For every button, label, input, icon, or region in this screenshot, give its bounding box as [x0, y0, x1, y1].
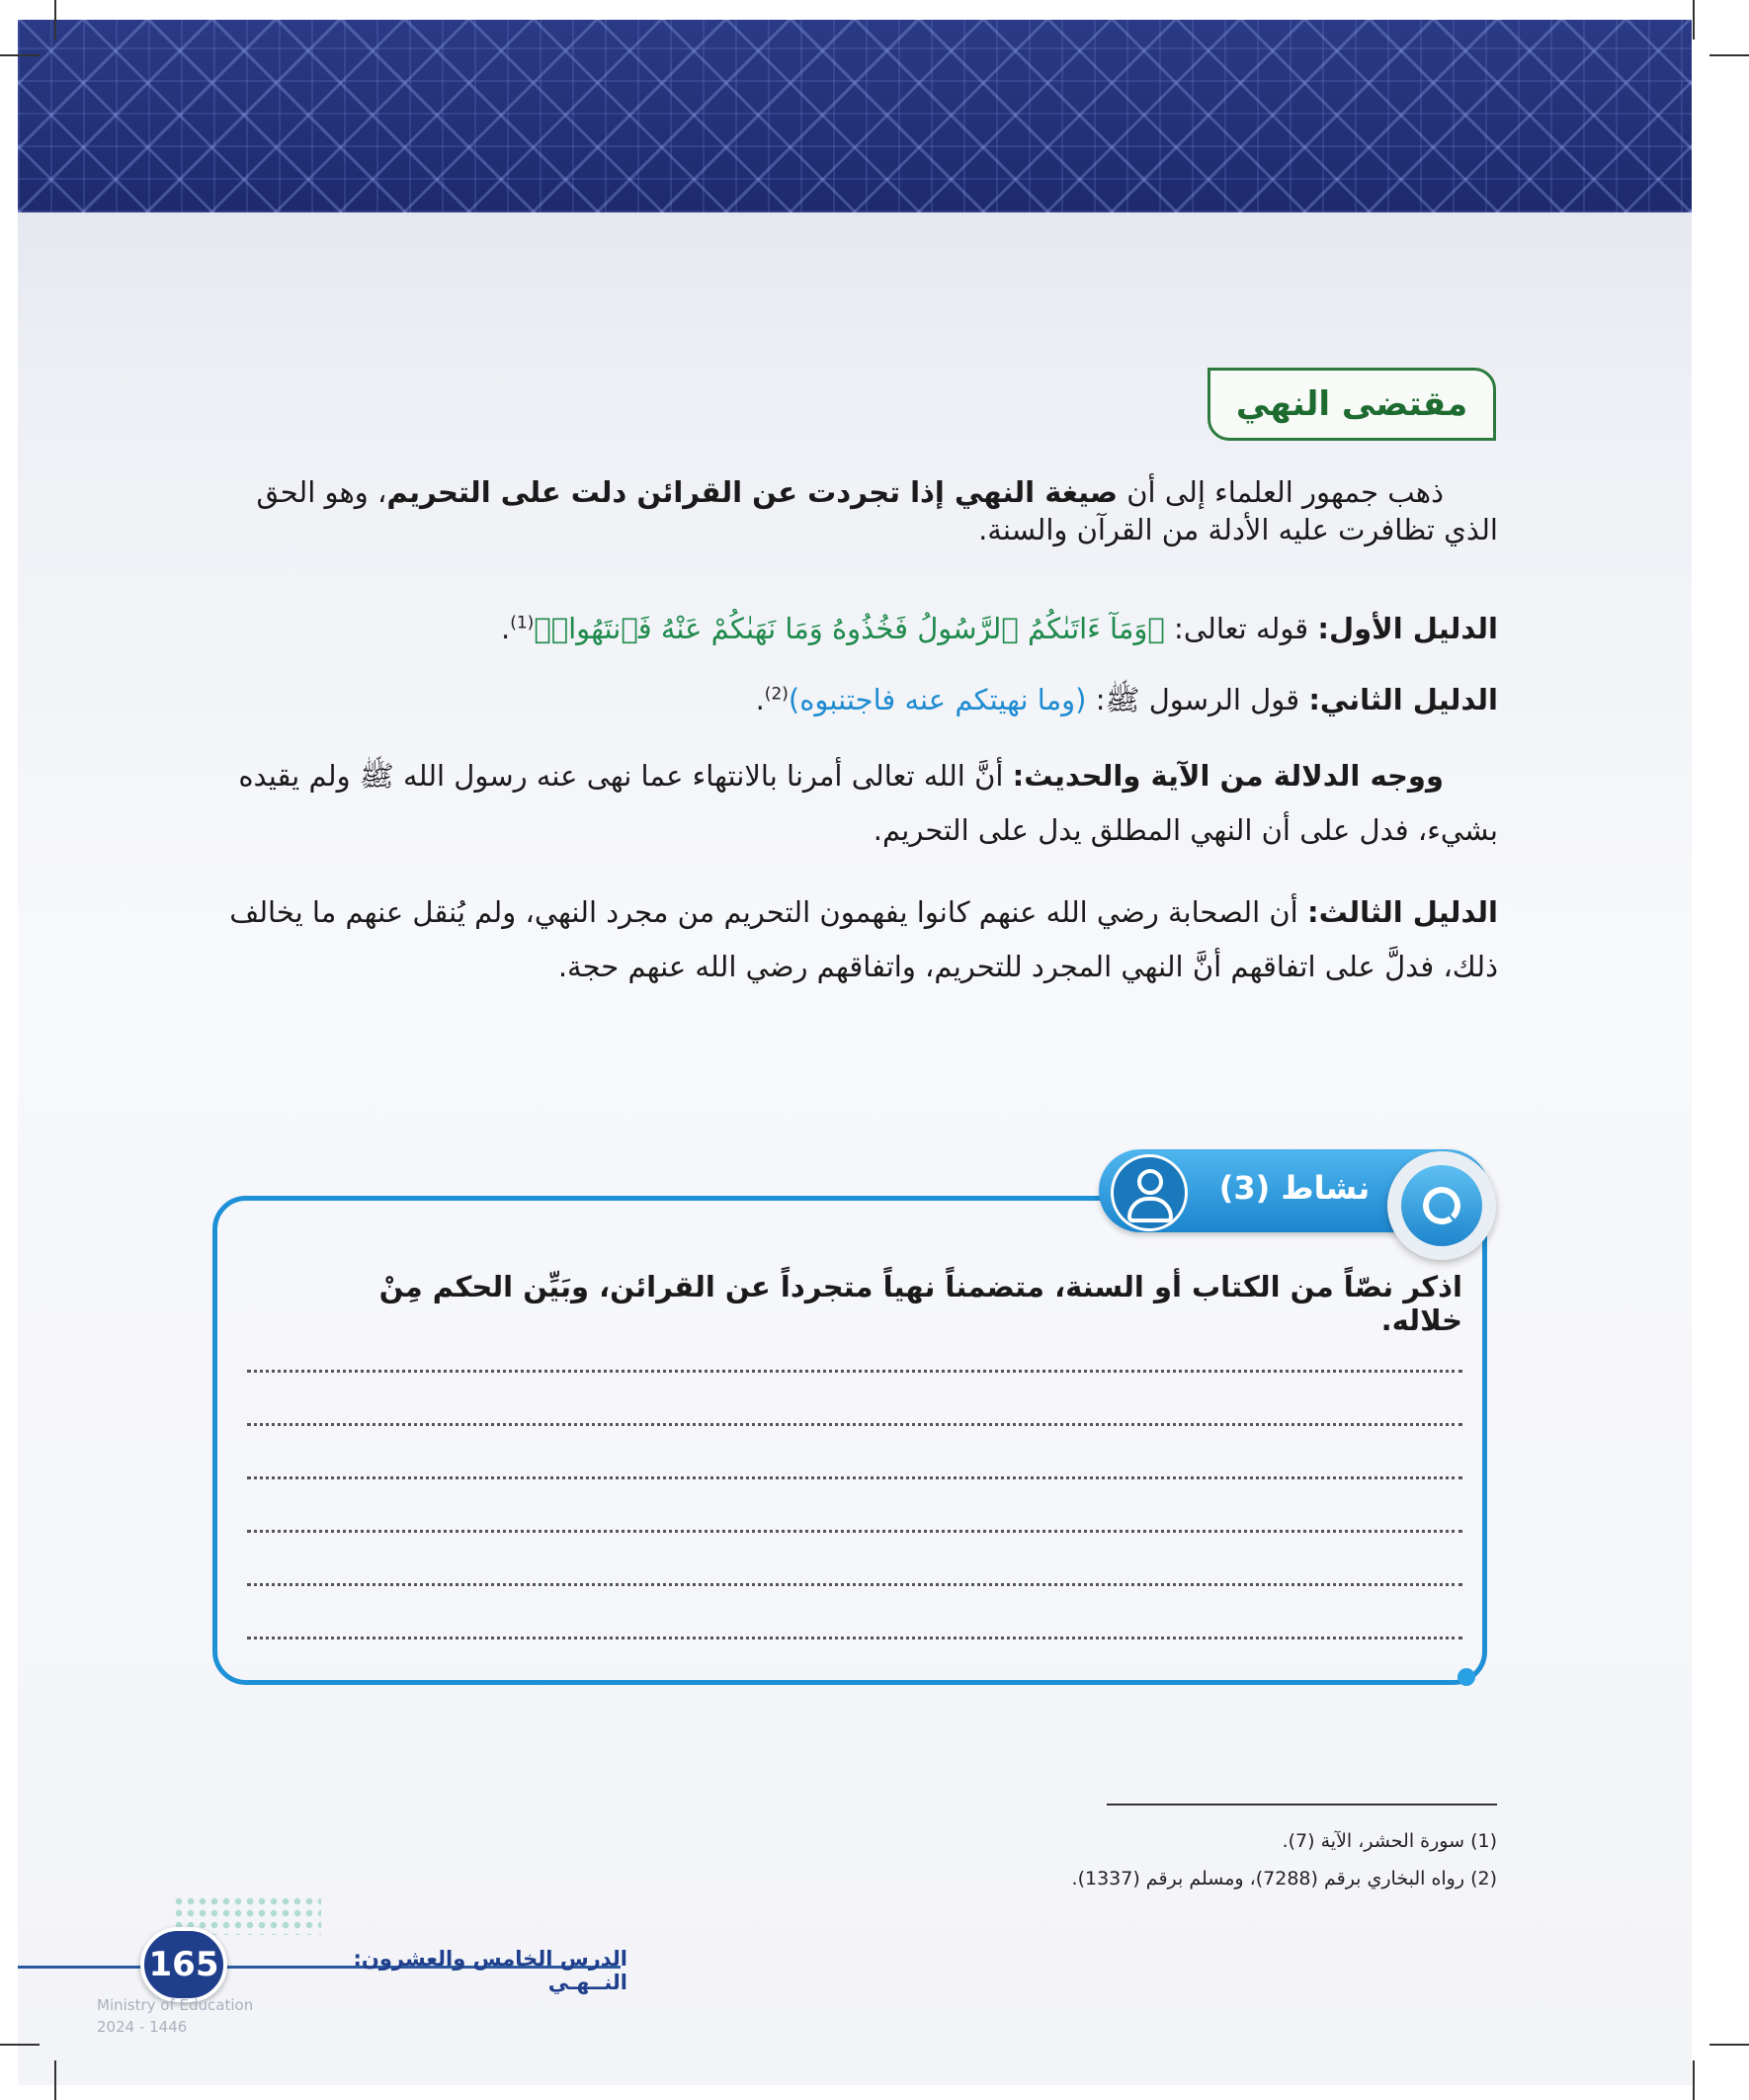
crop-mark	[54, 2060, 56, 2100]
footnote-ref-2: (2)	[764, 684, 789, 705]
evidence-2-text: قول الرسول ﷺ:	[1086, 683, 1309, 716]
evidence-1	[208, 611, 1498, 648]
answer-line-3[interactable]	[247, 1476, 1462, 1479]
refresh-icon	[1387, 1151, 1496, 1260]
crop-mark	[1693, 2060, 1695, 2100]
answer-line-5[interactable]	[247, 1583, 1462, 1586]
evidence-2-end: .	[755, 683, 765, 716]
intro-text-end: ، وهو الحق الذي تظافرت عليه الأدلة من القرآن والسنة.	[256, 475, 1498, 546]
evidence-2-label: الدليل الثاني:	[1308, 683, 1498, 716]
hadith-text: (وما نهيتكم عنه فاجتنبوه)	[788, 683, 1087, 716]
evidence-3-text: أن الصحابة رضي الله عنهم كانوا يفهمون التحريم من مجرد النهي، ولم يُنقل عنهم ما يخالف ذلك، فدلَّ على اتفاقهم أنَّ النهي المجرد للتحريم، واتفاقهم رضي الله عنهم حجة.	[229, 895, 1498, 984]
footer-lesson-title: الدرس الخامس والعشرون: النــهـي	[353, 1947, 627, 1994]
section-title: مقتضى النهي	[1208, 368, 1496, 441]
footnote-1: (1) سورة الحشر، الآية (7).	[1282, 1830, 1497, 1852]
activity-question: اذكر نصّاً من الكتاب أو السنة، متضمناً نهياً متجرداً عن القرائن، وبَيِّن الحكم مِنْ خلاله.	[378, 1270, 1462, 1337]
footnote-separator	[1107, 1804, 1497, 1806]
evidence-2	[208, 682, 1498, 719]
crop-mark	[0, 2044, 40, 2046]
answer-line-1[interactable]	[247, 1370, 1462, 1373]
crop-mark	[54, 0, 56, 40]
evidence-1-text: قوله تعالى:	[1164, 612, 1318, 645]
intro-bold-text: صيغة النهي إذا تجردت عن القرائن دلت على التحريم	[386, 475, 1119, 509]
evidence-1-label: الدليل الأول:	[1317, 612, 1498, 645]
inference-text: أنَّ الله تعالى أمرنا بالانتهاء عما نهى عنه رسول الله ﷺ ولم يقيده بشيء، فدل على أن النهي المطلق يدل على التحريم.	[238, 759, 1498, 848]
crop-mark	[1693, 0, 1695, 40]
intro-paragraph	[208, 474, 1498, 548]
crop-mark	[0, 54, 40, 56]
inference-label: ووجه الدلالة من الآية والحديث:	[1012, 759, 1444, 793]
evidence-1-end: .	[500, 612, 511, 645]
quran-verse: ﴿وَمَآ ءَاتَىٰكُمُ ٱلرَّسُولُ فَخُذُوهُ وَمَا نَهَىٰكُمْ عَنْهُ فَٱنتَهُوا۟﴾	[534, 612, 1165, 645]
evidence-3	[208, 885, 1498, 994]
inference-paragraph	[208, 749, 1498, 858]
header-pattern-banner	[18, 20, 1692, 212]
evidence-3-label: الدليل الثالث:	[1306, 895, 1498, 929]
user-icon	[1111, 1154, 1188, 1231]
answer-line-4[interactable]	[247, 1530, 1462, 1533]
activity-box-end-dot	[1458, 1668, 1475, 1686]
ministry-year: 2024 - 1446	[97, 2018, 188, 2036]
crop-mark	[1709, 54, 1749, 56]
crop-mark	[1709, 2044, 1749, 2046]
answer-line-6[interactable]	[247, 1637, 1462, 1639]
intro-text: ذهب جمهور العلماء إلى أن	[1118, 475, 1444, 509]
page-background	[18, 20, 1692, 2085]
answer-line-2[interactable]	[247, 1423, 1462, 1426]
page-number-badge: 165	[140, 1927, 227, 2002]
footnote-2: (2) رواه البخاري برقم (7288)، ومسلم برقم (1337).	[1071, 1868, 1497, 1890]
activity-label: نشاط (3)	[1218, 1169, 1371, 1207]
footnote-ref-1: (1)	[510, 613, 535, 633]
ministry-name: Ministry of Education	[97, 1996, 254, 2014]
